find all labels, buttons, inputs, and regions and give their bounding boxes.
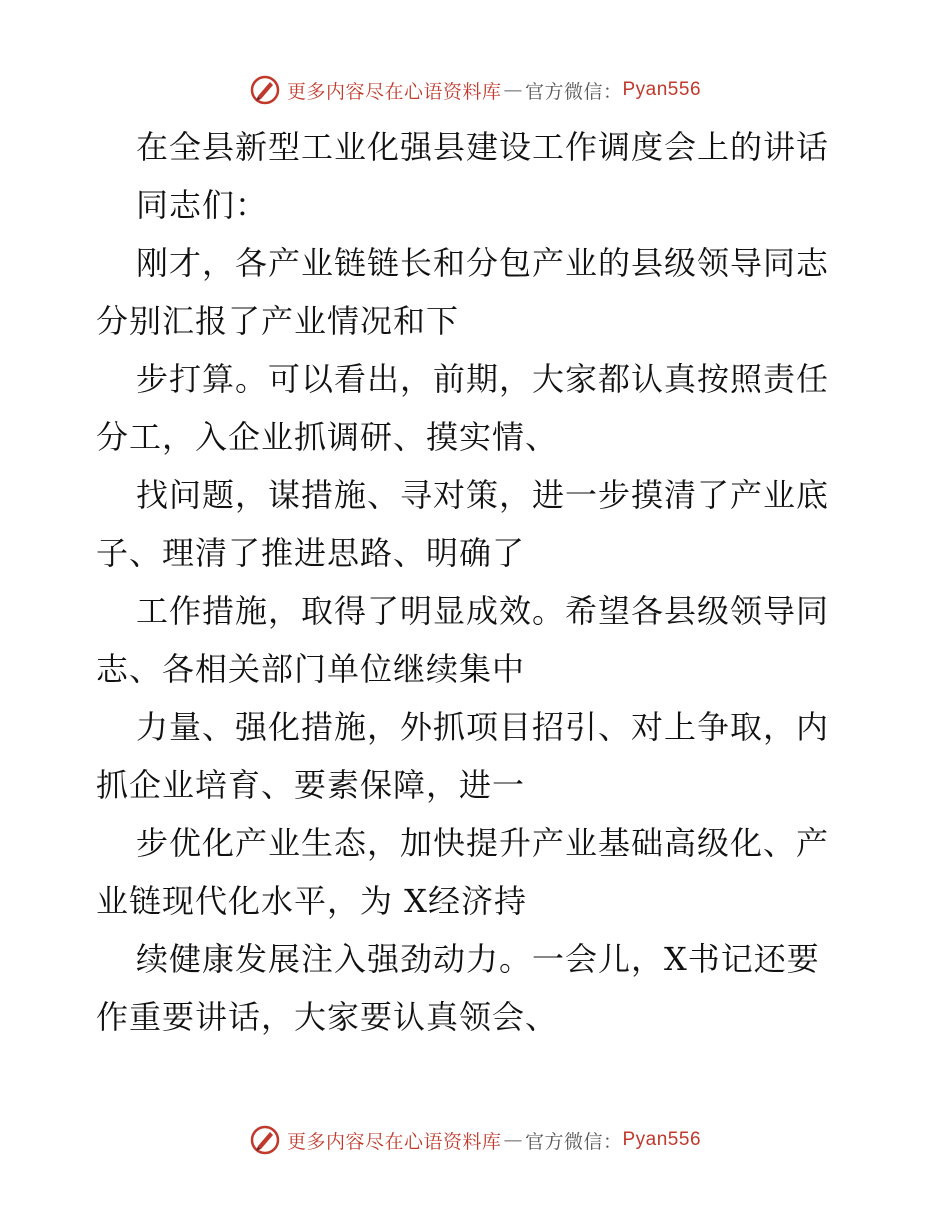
paragraph-line: 步打算。可以看出，前期，大家都认真按照责任 — [136, 360, 830, 398]
watermark-wechat-id: Pyan556 — [622, 79, 702, 100]
paragraph-line: 续健康发展注入强劲动力。一会儿，X书记还要 — [136, 940, 820, 978]
watermark-wechat-id: Pyan556 — [622, 1129, 702, 1150]
watermark-separator: — — [503, 1129, 523, 1151]
salutation: 同志们： — [136, 186, 269, 224]
watermark-header — [0, 70, 950, 110]
paragraph-line: 志、各相关部门单位继续集中 — [96, 650, 526, 688]
document-title: 在全县新型工业化强县建设工作调度会上的讲话 — [136, 128, 830, 166]
paragraph-line: 力量、强化措施，外抓项目招引、对上争取，内 — [136, 708, 830, 746]
paragraph-line: 工作措施，取得了明显成效。希望各县级领导同 — [136, 592, 830, 630]
paragraph-line: 分工，入企业抓调研、摸实情、 — [96, 418, 559, 456]
paragraph-line: 分别汇报了产业情况和下 — [96, 302, 460, 340]
paragraph-line: 作重要讲话，大家要认真领会、 — [96, 998, 559, 1036]
watermark-brand: 更多内容尽在心语资料库 — [286, 1130, 502, 1153]
watermark-official-label: 官方微信： — [524, 1130, 623, 1153]
watermark-official-label: 官方微信： — [524, 80, 623, 103]
paragraph-line: 刚才，各产业链链长和分包产业的县级领导同志 — [136, 244, 830, 282]
brand-logo-icon — [249, 1124, 281, 1156]
paragraph-line: 业链现代化水平，为 X经济持 — [96, 882, 527, 920]
watermark-footer — [0, 1120, 950, 1160]
document-body — [96, 118, 856, 1046]
brand-logo-icon — [249, 74, 281, 106]
watermark-brand: 更多内容尽在心语资料库 — [286, 80, 502, 103]
paragraph-line: 抓企业培育、要素保障，进一 — [96, 766, 526, 804]
paragraph-line: 步优化产业生态，加快提升产业基础高级化、产 — [136, 824, 830, 862]
paragraph-line: 找问题，谋措施、寻对策，进一步摸清了产业底 — [136, 476, 830, 514]
paragraph-line: 子、理清了推进思路、明确了 — [96, 534, 526, 572]
watermark-separator: — — [503, 79, 523, 101]
